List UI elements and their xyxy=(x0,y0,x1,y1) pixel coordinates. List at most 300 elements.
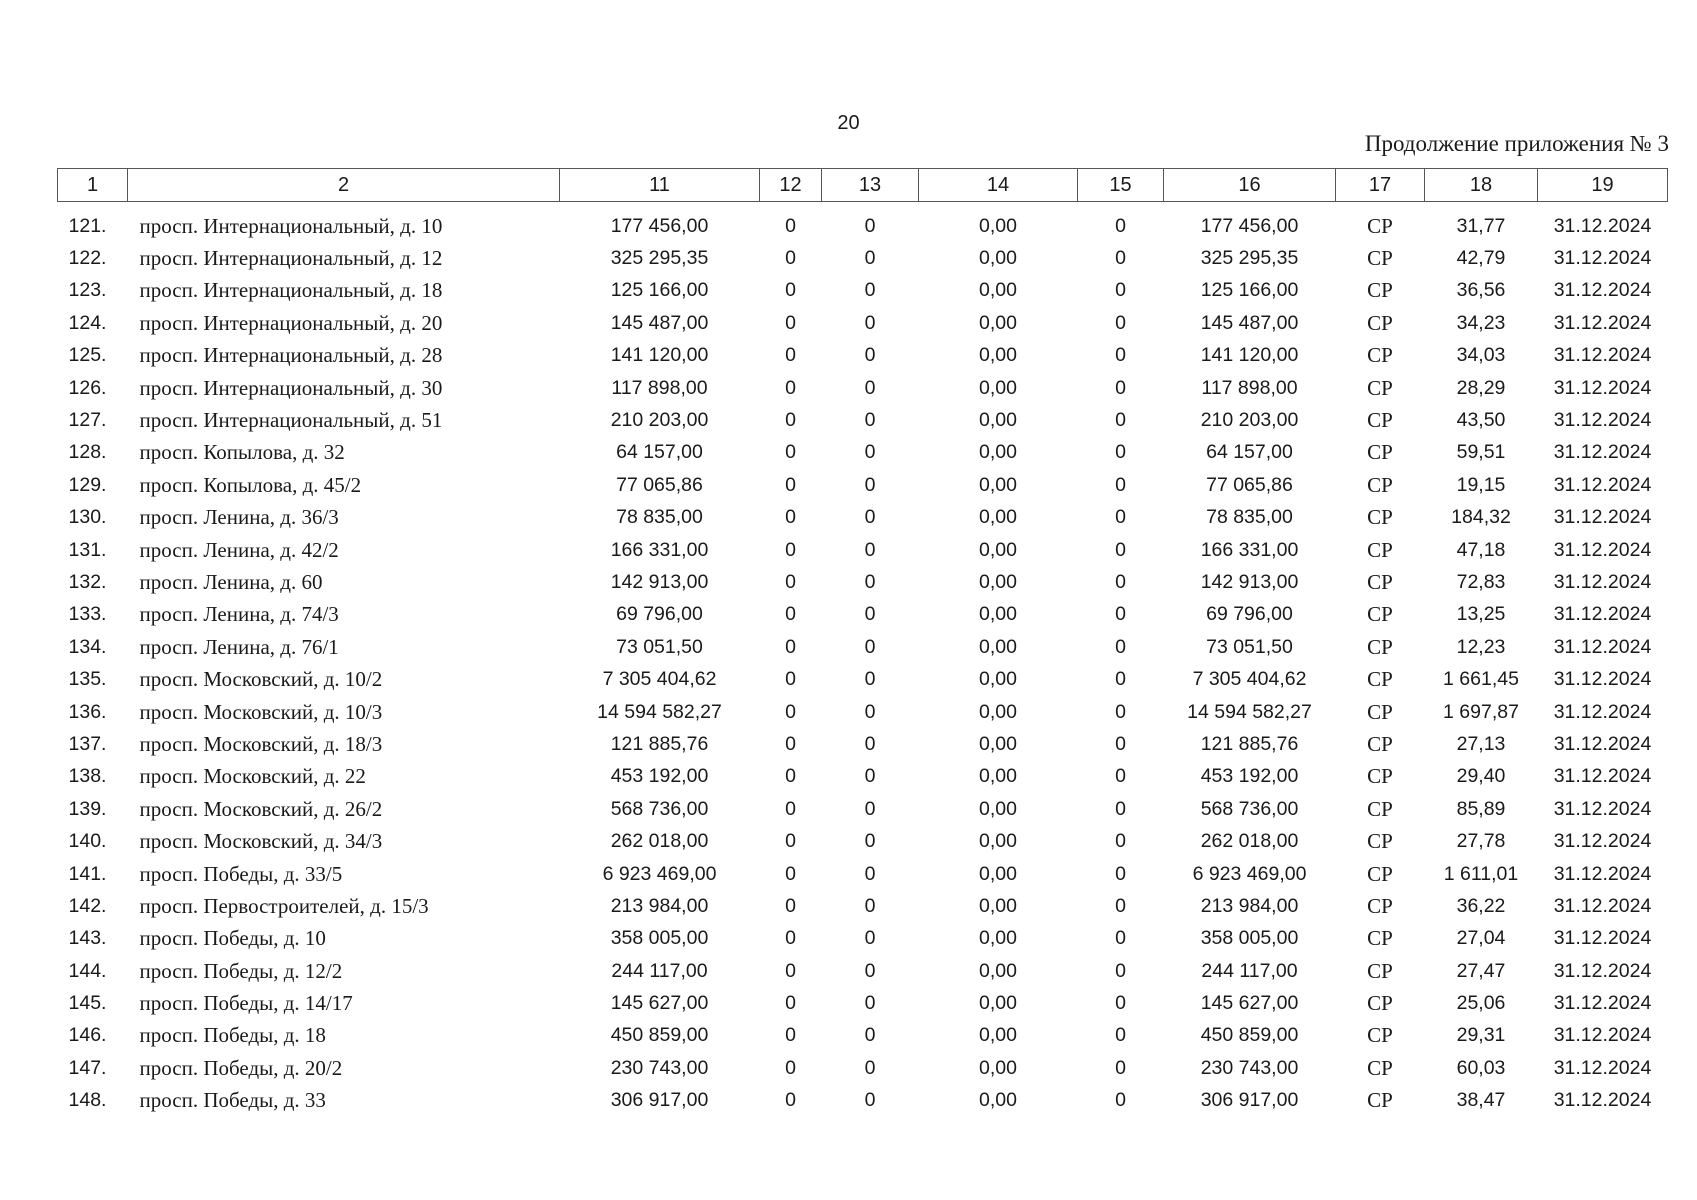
cell-col15: 0 xyxy=(1115,473,1126,496)
table-row xyxy=(58,404,1668,436)
cell-col13: 0 xyxy=(864,765,876,788)
cell-col12: 0 xyxy=(785,830,796,853)
cell-col11: 69 796,00 xyxy=(616,603,703,626)
row-number: 127. xyxy=(68,409,107,432)
cell-col11: 6 923 469,00 xyxy=(602,862,717,885)
table-row xyxy=(58,696,1668,728)
cell-col18: 59,51 xyxy=(1456,441,1506,464)
row-number: 121. xyxy=(68,214,107,237)
address: просп. Первостроителей, д. 15/3 xyxy=(139,893,429,918)
table-row xyxy=(58,566,1668,598)
cell-col13: 0 xyxy=(864,247,876,270)
cell-col11: 177 456,00 xyxy=(610,214,709,237)
cell-col12: 0 xyxy=(785,732,796,755)
cell-col19: 31.12.2024 xyxy=(1553,700,1652,723)
cell-col11: 125 166,00 xyxy=(610,279,709,302)
table-row xyxy=(58,502,1668,534)
cell-col19: 31.12.2024 xyxy=(1553,765,1652,788)
cell-col19: 31.12.2024 xyxy=(1553,1089,1652,1112)
address: просп. Московский, д. 34/3 xyxy=(139,829,383,854)
cell-col18: 36,56 xyxy=(1456,279,1506,302)
cell-col17: СР xyxy=(1367,796,1393,821)
cell-col12: 0 xyxy=(785,992,796,1015)
cell-col13: 0 xyxy=(864,700,876,723)
cell-col15: 0 xyxy=(1115,1024,1126,1047)
cell-col14: 0,00 xyxy=(979,376,1017,399)
address: просп. Победы, д. 12/2 xyxy=(139,958,343,983)
cell-col16: 121 885,76 xyxy=(1200,732,1299,755)
cell-col19: 31.12.2024 xyxy=(1553,635,1652,658)
cell-col17: СР xyxy=(1367,926,1393,951)
row-number: 122. xyxy=(68,247,107,270)
cell-col16: 166 331,00 xyxy=(1200,538,1299,561)
cell-col18: 27,13 xyxy=(1456,732,1506,755)
cell-col18: 28,29 xyxy=(1456,376,1506,399)
table-row xyxy=(58,858,1668,890)
row-number: 144. xyxy=(68,959,107,982)
cell-col13: 0 xyxy=(864,506,876,529)
cell-col14: 0,00 xyxy=(979,700,1017,723)
cell-col12: 0 xyxy=(785,247,796,270)
cell-col15: 0 xyxy=(1115,927,1126,950)
table-row xyxy=(58,663,1668,695)
cell-col16: 244 117,00 xyxy=(1201,959,1298,982)
cell-col14: 0,00 xyxy=(979,506,1017,529)
cell-col15: 0 xyxy=(1115,247,1126,270)
cell-col14: 0,00 xyxy=(979,765,1017,788)
cell-col18: 184,32 xyxy=(1451,506,1511,529)
cell-col13: 0 xyxy=(864,344,876,367)
cell-col11: 244 117,00 xyxy=(611,959,708,982)
cell-col14: 0,00 xyxy=(979,1056,1017,1079)
cell-col14: 0,00 xyxy=(979,635,1017,658)
address: просп. Московский, д. 18/3 xyxy=(139,731,383,756)
cell-col17: СР xyxy=(1367,1055,1393,1080)
cell-col13: 0 xyxy=(864,1024,876,1047)
cell-col16: 450 859,00 xyxy=(1200,1024,1299,1047)
cell-col17: СР xyxy=(1367,213,1393,238)
header-row xyxy=(58,169,1668,202)
address: просп. Интернациональный, д. 51 xyxy=(139,408,443,433)
cell-col14: 0,00 xyxy=(979,344,1017,367)
table-row xyxy=(58,987,1668,1019)
table-row xyxy=(58,631,1668,663)
cell-col15: 0 xyxy=(1115,830,1126,853)
cell-col14: 0,00 xyxy=(979,830,1017,853)
cell-col17: СР xyxy=(1367,375,1393,400)
table-row xyxy=(58,955,1668,987)
cell-col19: 31.12.2024 xyxy=(1553,376,1652,399)
table-row xyxy=(58,275,1668,307)
cell-col11: 453 192,00 xyxy=(610,765,709,788)
cell-col16: 358 005,00 xyxy=(1200,927,1299,950)
cell-col13: 0 xyxy=(864,376,876,399)
cell-col11: 210 203,00 xyxy=(610,409,709,432)
column-header: 19 xyxy=(1538,169,1668,202)
cell-col11: 14 594 582,27 xyxy=(597,700,722,723)
cell-col17: СР xyxy=(1367,343,1393,368)
cell-col16: 262 018,00 xyxy=(1200,830,1299,853)
cell-col16: 78 835,00 xyxy=(1206,506,1293,529)
cell-col15: 0 xyxy=(1115,992,1126,1015)
address: просп. Московский, д. 10/2 xyxy=(139,667,383,692)
cell-col15: 0 xyxy=(1115,441,1126,464)
column-header: 15 xyxy=(1078,169,1164,202)
cell-col16: 306 917,00 xyxy=(1200,1089,1299,1112)
cell-col16: 145 487,00 xyxy=(1200,311,1299,334)
cell-col17: СР xyxy=(1367,440,1393,465)
cell-col18: 13,25 xyxy=(1456,603,1506,626)
cell-col15: 0 xyxy=(1115,1056,1126,1079)
continuation-title: Продолжение приложения № 3 xyxy=(1364,131,1669,156)
cell-col14: 0,00 xyxy=(979,473,1017,496)
cell-col19: 31.12.2024 xyxy=(1553,570,1652,593)
cell-col14: 0,00 xyxy=(979,732,1017,755)
cell-col16: 177 456,00 xyxy=(1200,214,1299,237)
cell-col19: 31.12.2024 xyxy=(1553,668,1652,691)
cell-col17: СР xyxy=(1367,602,1393,627)
cell-col16: 125 166,00 xyxy=(1200,279,1299,302)
column-header: 18 xyxy=(1425,169,1538,202)
cell-col11: 141 120,00 xyxy=(610,344,709,367)
cell-col13: 0 xyxy=(864,1056,876,1079)
row-number: 143. xyxy=(68,927,107,950)
cell-col15: 0 xyxy=(1115,862,1126,885)
cell-col19: 31.12.2024 xyxy=(1553,927,1652,950)
cell-col18: 42,79 xyxy=(1456,247,1506,270)
cell-col16: 64 157,00 xyxy=(1206,441,1293,464)
cell-col11: 145 627,00 xyxy=(610,992,709,1015)
row-number: 131. xyxy=(68,538,107,561)
row-number: 124. xyxy=(68,311,107,334)
cell-col16: 230 743,00 xyxy=(1200,1056,1299,1079)
address: просп. Ленина, д. 76/1 xyxy=(139,634,339,659)
cell-col16: 210 203,00 xyxy=(1200,409,1299,432)
cell-col18: 19,15 xyxy=(1456,473,1506,496)
cell-col14: 0,00 xyxy=(979,279,1017,302)
cell-col15: 0 xyxy=(1115,570,1126,593)
cell-col17: СР xyxy=(1367,246,1393,271)
row-number: 140. xyxy=(68,830,107,853)
cell-col17: СР xyxy=(1367,764,1393,789)
cell-col14: 0,00 xyxy=(979,1024,1017,1047)
address: просп. Победы, д. 18 xyxy=(139,1023,326,1048)
cell-col12: 0 xyxy=(785,1089,796,1112)
cell-col13: 0 xyxy=(864,830,876,853)
cell-col18: 27,04 xyxy=(1456,927,1506,950)
cell-col14: 0,00 xyxy=(979,441,1017,464)
cell-col15: 0 xyxy=(1115,311,1126,334)
cell-col16: 453 192,00 xyxy=(1200,765,1299,788)
cell-col16: 145 627,00 xyxy=(1200,992,1299,1015)
row-number: 148. xyxy=(68,1089,107,1112)
table-row xyxy=(58,1020,1668,1052)
address: просп. Интернациональный, д. 18 xyxy=(139,278,443,303)
cell-col15: 0 xyxy=(1115,894,1126,917)
cell-col14: 0,00 xyxy=(979,797,1017,820)
cell-col16: 73 051,50 xyxy=(1206,635,1293,658)
cell-col11: 358 005,00 xyxy=(610,927,709,950)
cell-col17: СР xyxy=(1367,634,1393,659)
address: просп. Ленина, д. 42/2 xyxy=(139,537,339,562)
cell-col15: 0 xyxy=(1115,344,1126,367)
row-number: 141. xyxy=(68,862,107,885)
column-header: 1 xyxy=(58,169,128,202)
address: просп. Интернациональный, д. 20 xyxy=(139,310,443,335)
cell-col16: 142 913,00 xyxy=(1200,570,1299,593)
cell-col17: СР xyxy=(1367,408,1393,433)
cell-col17: СР xyxy=(1367,569,1393,594)
address: просп. Ленина, д. 36/3 xyxy=(139,505,339,530)
cell-col14: 0,00 xyxy=(979,214,1017,237)
cell-col19: 31.12.2024 xyxy=(1553,830,1652,853)
cell-col18: 1 661,45 xyxy=(1443,668,1519,691)
address: просп. Победы, д. 10 xyxy=(139,926,326,951)
cell-col11: 568 736,00 xyxy=(610,797,709,820)
cell-col18: 31,77 xyxy=(1456,214,1506,237)
table-row xyxy=(58,728,1668,760)
cell-col19: 31.12.2024 xyxy=(1553,473,1652,496)
address: просп. Победы, д. 33/5 xyxy=(139,861,343,886)
cell-col18: 36,22 xyxy=(1456,894,1506,917)
column-header: 13 xyxy=(822,169,919,202)
row-number: 129. xyxy=(68,473,107,496)
cell-col18: 85,89 xyxy=(1456,797,1506,820)
cell-col12: 0 xyxy=(785,927,796,950)
cell-col16: 14 594 582,27 xyxy=(1187,700,1312,723)
page-number: 20 xyxy=(837,112,860,134)
cell-col11: 117 898,00 xyxy=(611,376,708,399)
row-number: 135. xyxy=(68,668,107,691)
cell-col13: 0 xyxy=(864,570,876,593)
cell-col13: 0 xyxy=(864,635,876,658)
cell-col14: 0,00 xyxy=(979,992,1017,1015)
cell-col12: 0 xyxy=(785,538,796,561)
row-number: 146. xyxy=(68,1024,107,1047)
row-number: 130. xyxy=(68,506,107,529)
column-header: 14 xyxy=(919,169,1078,202)
cell-col12: 0 xyxy=(785,668,796,691)
address: просп. Победы, д. 20/2 xyxy=(139,1055,343,1080)
cell-col12: 0 xyxy=(785,376,796,399)
cell-col14: 0,00 xyxy=(979,409,1017,432)
cell-col14: 0,00 xyxy=(979,862,1017,885)
cell-col16: 568 736,00 xyxy=(1200,797,1299,820)
cell-col12: 0 xyxy=(785,506,796,529)
cell-col17: СР xyxy=(1367,472,1393,497)
table-row xyxy=(58,761,1668,793)
cell-col13: 0 xyxy=(864,927,876,950)
cell-col12: 0 xyxy=(785,959,796,982)
cell-col19: 31.12.2024 xyxy=(1553,214,1652,237)
cell-col13: 0 xyxy=(864,538,876,561)
cell-col14: 0,00 xyxy=(979,311,1017,334)
cell-col12: 0 xyxy=(785,311,796,334)
cell-col15: 0 xyxy=(1115,635,1126,658)
cell-col15: 0 xyxy=(1115,409,1126,432)
cell-col13: 0 xyxy=(864,311,876,334)
table-row xyxy=(58,890,1668,922)
cell-col12: 0 xyxy=(785,344,796,367)
table-row xyxy=(58,437,1668,469)
cell-col11: 7 305 404,62 xyxy=(602,668,717,691)
cell-col17: СР xyxy=(1367,310,1393,335)
cell-col19: 31.12.2024 xyxy=(1553,409,1652,432)
cell-col18: 34,23 xyxy=(1456,311,1506,334)
cell-col15: 0 xyxy=(1115,279,1126,302)
cell-col17: СР xyxy=(1367,278,1393,303)
cell-col18: 27,78 xyxy=(1456,830,1506,853)
cell-col15: 0 xyxy=(1115,959,1126,982)
table-row xyxy=(58,599,1668,631)
cell-col15: 0 xyxy=(1115,765,1126,788)
cell-col13: 0 xyxy=(864,862,876,885)
cell-col11: 145 487,00 xyxy=(610,311,709,334)
cell-col12: 0 xyxy=(785,473,796,496)
cell-col18: 1 697,87 xyxy=(1443,700,1519,723)
cell-col12: 0 xyxy=(785,1024,796,1047)
cell-col15: 0 xyxy=(1115,506,1126,529)
table-row xyxy=(58,307,1668,339)
table-row xyxy=(58,534,1668,566)
cell-col19: 31.12.2024 xyxy=(1553,311,1652,334)
cell-col11: 78 835,00 xyxy=(616,506,703,529)
cell-col11: 306 917,00 xyxy=(610,1089,709,1112)
table-row xyxy=(58,242,1668,274)
cell-col13: 0 xyxy=(864,668,876,691)
column-header: 2 xyxy=(128,169,560,202)
cell-col19: 31.12.2024 xyxy=(1553,538,1652,561)
cell-col13: 0 xyxy=(864,409,876,432)
cell-col12: 0 xyxy=(785,279,796,302)
address: просп. Интернациональный, д. 28 xyxy=(139,343,443,368)
cell-col13: 0 xyxy=(864,894,876,917)
row-number: 147. xyxy=(68,1056,107,1079)
cell-col17: СР xyxy=(1367,893,1393,918)
cell-col15: 0 xyxy=(1115,1089,1126,1112)
cell-col13: 0 xyxy=(864,441,876,464)
cell-col14: 0,00 xyxy=(979,927,1017,950)
row-number: 139. xyxy=(68,797,107,820)
cell-col15: 0 xyxy=(1115,797,1126,820)
cell-col12: 0 xyxy=(785,894,796,917)
address: просп. Ленина, д. 74/3 xyxy=(139,602,339,627)
cell-col14: 0,00 xyxy=(979,668,1017,691)
row-number: 136. xyxy=(68,700,107,723)
row-number: 132. xyxy=(68,570,107,593)
cell-col18: 72,83 xyxy=(1456,570,1506,593)
address: просп. Победы, д. 14/17 xyxy=(139,991,353,1016)
cell-col14: 0,00 xyxy=(979,894,1017,917)
cell-col12: 0 xyxy=(785,214,796,237)
table-row xyxy=(58,469,1668,501)
cell-col19: 31.12.2024 xyxy=(1553,506,1652,529)
cell-col11: 230 743,00 xyxy=(610,1056,709,1079)
cell-col18: 29,31 xyxy=(1456,1024,1506,1047)
column-header: 11 xyxy=(560,169,760,202)
cell-col15: 0 xyxy=(1115,668,1126,691)
cell-col18: 60,03 xyxy=(1456,1056,1506,1079)
row-number: 125. xyxy=(68,344,107,367)
row-number: 123. xyxy=(68,279,107,302)
cell-col15: 0 xyxy=(1115,732,1126,755)
cell-col17: СР xyxy=(1367,731,1393,756)
cell-col15: 0 xyxy=(1115,603,1126,626)
cell-col13: 0 xyxy=(864,992,876,1015)
cell-col16: 7 305 404,62 xyxy=(1192,668,1307,691)
table-row xyxy=(58,923,1668,955)
table-row xyxy=(58,825,1668,857)
cell-col17: СР xyxy=(1367,1023,1393,1048)
cell-col17: СР xyxy=(1367,699,1393,724)
cell-col12: 0 xyxy=(785,765,796,788)
cell-col12: 0 xyxy=(785,862,796,885)
row-number: 126. xyxy=(68,376,107,399)
cell-col11: 262 018,00 xyxy=(610,830,709,853)
cell-col13: 0 xyxy=(864,603,876,626)
cell-col14: 0,00 xyxy=(979,1089,1017,1112)
cell-col13: 0 xyxy=(864,732,876,755)
address: просп. Московский, д. 22 xyxy=(139,764,366,789)
cell-col16: 77 065,86 xyxy=(1206,473,1293,496)
cell-col12: 0 xyxy=(785,700,796,723)
cell-col12: 0 xyxy=(785,797,796,820)
cell-col16: 6 923 469,00 xyxy=(1192,862,1307,885)
cell-col16: 69 796,00 xyxy=(1206,603,1293,626)
table-header xyxy=(58,169,1668,202)
cell-col18: 25,06 xyxy=(1456,992,1506,1015)
address: просп. Московский, д. 10/3 xyxy=(139,699,383,724)
cell-col15: 0 xyxy=(1115,376,1126,399)
cell-col17: СР xyxy=(1367,991,1393,1016)
cell-col18: 47,18 xyxy=(1456,538,1506,561)
row-number: 137. xyxy=(68,732,107,755)
cell-col18: 29,40 xyxy=(1456,765,1506,788)
cell-col15: 0 xyxy=(1115,700,1126,723)
cell-col11: 213 984,00 xyxy=(610,894,709,917)
table-row xyxy=(58,340,1668,372)
row-number: 133. xyxy=(68,603,107,626)
data-table xyxy=(57,168,1668,1117)
cell-col19: 31.12.2024 xyxy=(1553,344,1652,367)
address: просп. Копылова, д. 32 xyxy=(139,440,345,465)
cell-col13: 0 xyxy=(864,473,876,496)
cell-col15: 0 xyxy=(1115,538,1126,561)
cell-col19: 31.12.2024 xyxy=(1553,1056,1652,1079)
cell-col16: 213 984,00 xyxy=(1200,894,1299,917)
cell-col19: 31.12.2024 xyxy=(1553,862,1652,885)
cell-col19: 31.12.2024 xyxy=(1553,247,1652,270)
cell-col12: 0 xyxy=(785,603,796,626)
table-body xyxy=(58,202,1668,1117)
address: просп. Копылова, д. 45/2 xyxy=(139,472,362,497)
row-number: 128. xyxy=(68,441,107,464)
cell-col17: СР xyxy=(1367,667,1393,692)
cell-col11: 142 913,00 xyxy=(610,570,709,593)
address: просп. Московский, д. 26/2 xyxy=(139,796,383,821)
cell-col19: 31.12.2024 xyxy=(1553,732,1652,755)
cell-col18: 38,47 xyxy=(1456,1089,1506,1112)
cell-col18: 1 611,01 xyxy=(1443,862,1519,885)
cell-col13: 0 xyxy=(864,279,876,302)
table-row xyxy=(58,1052,1668,1084)
address: просп. Интернациональный, д. 30 xyxy=(139,375,443,400)
cell-col12: 0 xyxy=(785,1056,796,1079)
cell-col12: 0 xyxy=(785,635,796,658)
cell-col18: 12,23 xyxy=(1456,635,1506,658)
cell-col16: 141 120,00 xyxy=(1200,344,1299,367)
cell-col13: 0 xyxy=(864,214,876,237)
